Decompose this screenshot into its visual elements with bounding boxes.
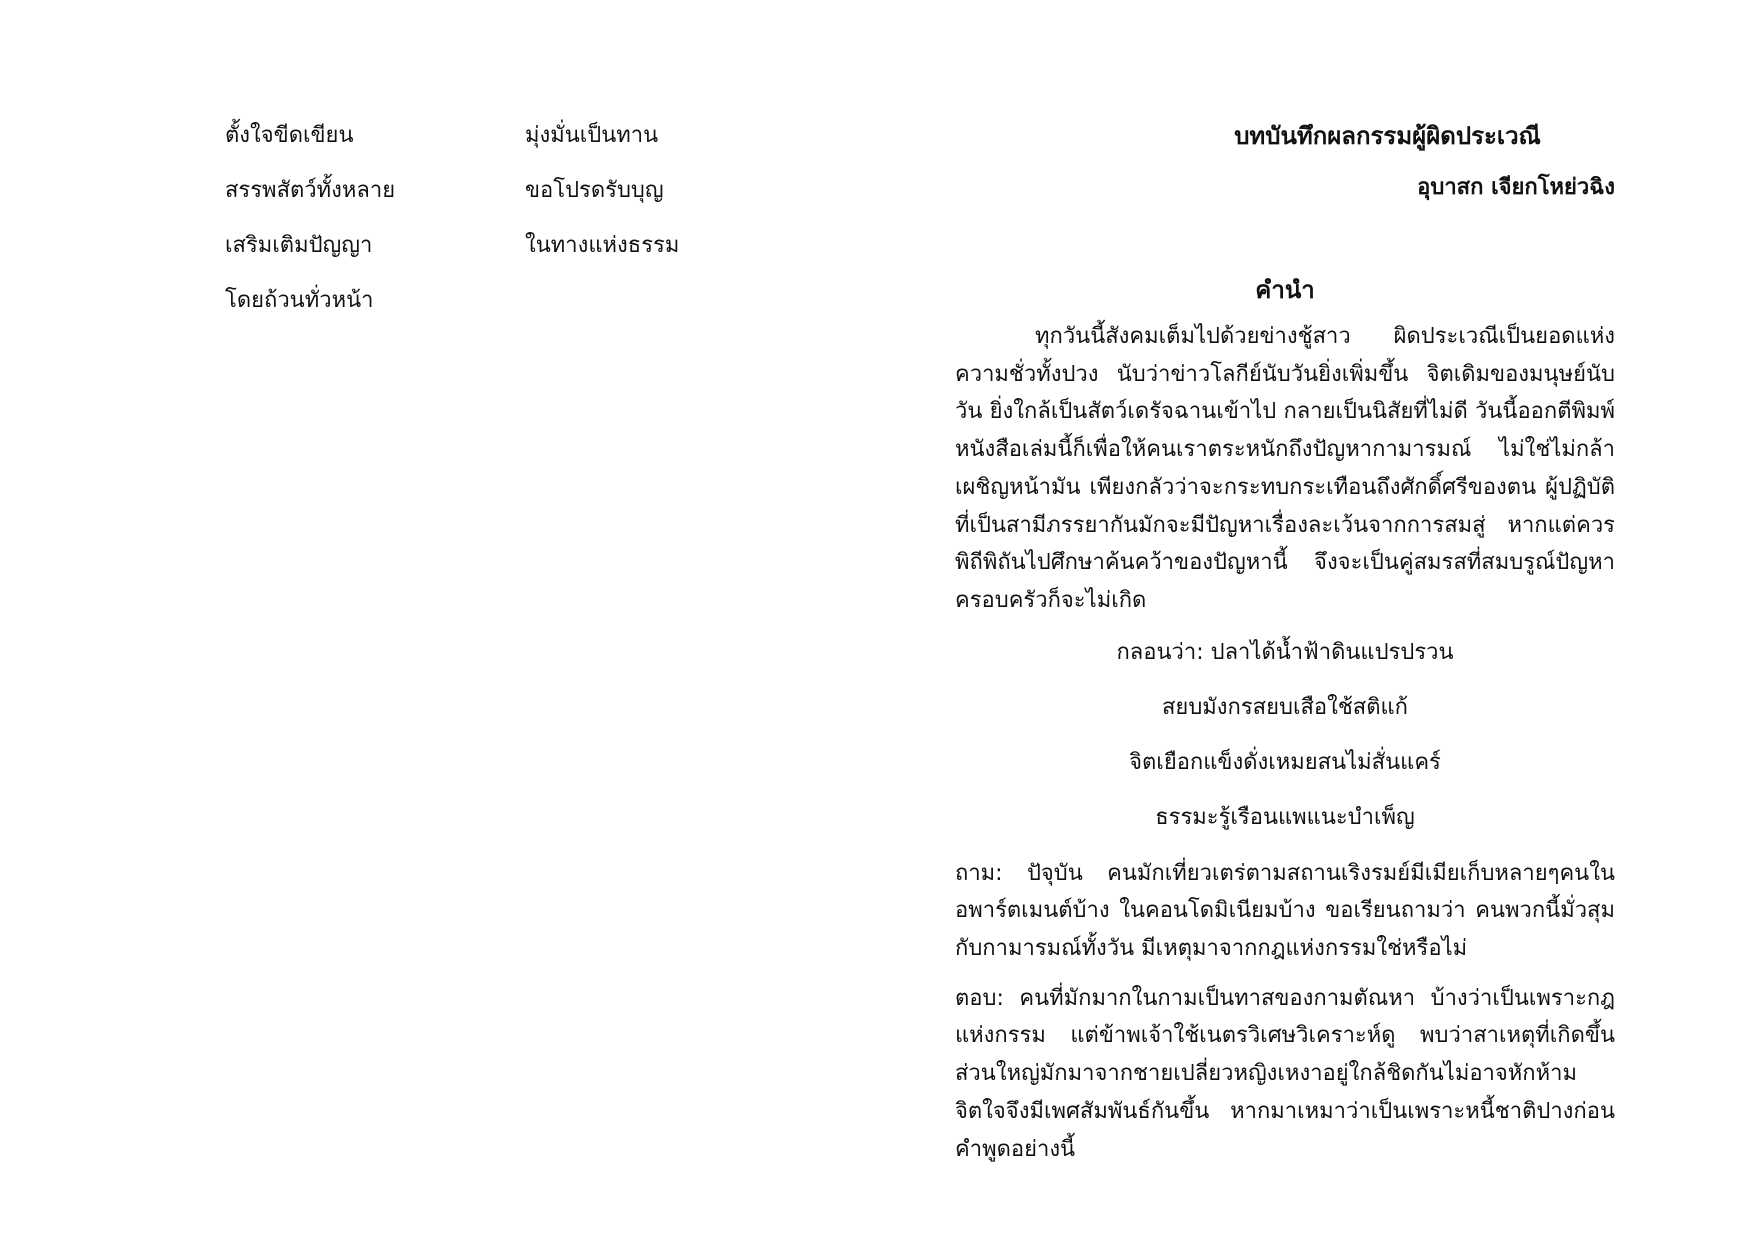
verse-line-4-right <box>525 283 785 318</box>
poem-line-2: สยบมังกรสยบเสือใช้สติแก้ <box>1162 694 1408 720</box>
verse-block <box>225 118 785 318</box>
poem-line-3: จิตเยือกแข็งดั่งเหมยสนไม่สั่นแคร์ <box>1129 749 1441 775</box>
intro-heading: คำนำ <box>1255 276 1315 304</box>
poem-line-1: กลอนว่า: ปลาได้น้ำฟ้าดินแปรปรวน <box>1116 639 1454 665</box>
author-name: อุบาสก เจียกโหย่วฉิง <box>1417 175 1615 200</box>
verse-line-1-left: ตั้งใจขีดเขียน <box>225 123 354 148</box>
poem-line-4: ธรรมะรู้เรือนแพแนะบำเพ็ญ <box>1155 804 1415 830</box>
document-title: บทบันทึกผลกรรมผู้ผิดประเวณี <box>1234 122 1541 150</box>
verse-line-3-right: ในทางแห่งธรรม <box>525 233 680 258</box>
right-page <box>955 118 1615 1168</box>
verse-line-1-right: มุ่งมั่นเป็นทาน <box>525 123 659 148</box>
poem-block <box>955 635 1615 835</box>
verse-line-2-left: สรรพสัตว์ทั้งหลาย <box>225 178 396 203</box>
question-paragraph: ถาม: ปัจุบัน คนมักเที่ยวเตร่ตามสถานเริงรมย์มีเมียเก็บหลายๆคนในอพาร์ตเมนต์บ้าง ในคอนโดมิเนียมบ้าง ขอเรียนถามว่า คนพวกนี้มั่วสุมกับกามารมณ์ทั้งวัน มีเหตุมาจากกฎแห่งกรรมใช่หรือไม่ <box>955 860 1615 962</box>
verse-line-3-left: เสริมเติมปัญญา <box>225 233 373 258</box>
verse-line-4-left: โดยถ้วนทั่วหน้า <box>225 288 374 313</box>
answer-paragraph: ตอบ: คนที่มักมากในกามเป็นทาสของกามตัณหา บ้างว่าเป็นเพราะกฎแห่งกรรม แต่ข้าพเจ้าใช้เนตรวิเศษวิเคราะห์ดู พบว่าสาเหตุที่เกิดขึ้นส่วนใหญ่มักมาจากชายเปลี่ยวหญิงเหงาอยู่ใกล้ชิดกันไม่อาจหักห้ามจิตใจจึงมีเพศสัมพันธ์กันขึ้น หากมาเหมาว่าเป็นเพราะหนี้ชาติปางก่อน คำพูดอย่างนี้ <box>955 985 1615 1162</box>
intro-paragraph: ทุกวันนี้สังคมเต็มไปด้วยข่างชู้สาว ผิดประเวณีเป็นยอดแห่งความชั่วทั้งปวง นับว่าข่าวโลกีย์นับวันยิ่งเพิ่มขึ้น จิตเดิมของมนุษย์นับวัน ยิ่งใกล้เป็นสัตว์เดรัจฉานเข้าไป กลายเป็นนิสัยที่ไม่ดี วันนี้ออกตีพิมพ์หนังสือเล่มนี้ก็เพื่อให้คนเราตระหนักถึงปัญหากามารมณ์ ไม่ใช่ไม่กล้าเผชิญหน้ามัน เพียงกลัวว่าจะกระทบกระเทือนถึงศักดิ์ศรีของตน ผู้ปฏิบัติที่เป็นสามีภรรยากันมักจะมีปัญหาเรื่องละเว้นจากการสมสู่ หากแต่ควรพิถีพิถันไปศึกษาค้นคว้าของปัญหานี้ จึงจะเป็นคู่สมรสที่สมบรูณ์ปัญหาครอบครัวก็จะไม่เกิด <box>955 324 1615 613</box>
verse-line-2-right: ขอโปรดรับบุญ <box>525 178 664 203</box>
